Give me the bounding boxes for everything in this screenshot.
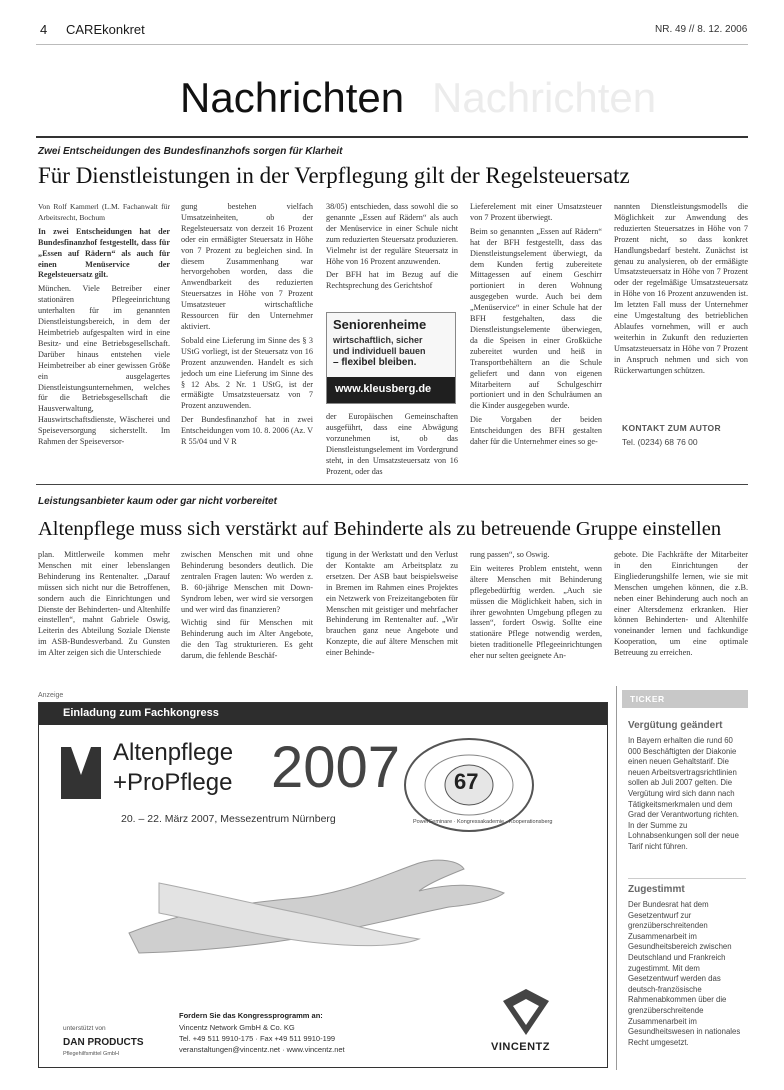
ticker-body-2: Der Bundesrat hat dem Gesetzentwurf zur grenzüberschreitenden Zusammenarbeit im Gesundheitsbereich zwischen Deutschland und Frankreich zugestimmt. Mit dem Gesetzentwurf werden das deutsch-französische Rahmenabkommen über die grenzüberschreitende Zusammenarbeit im Gesundheitswesen in nationales Recht umgesetzt.	[628, 900, 741, 1047]
advert-banner-text: Einladung zum Fachkongress	[63, 707, 219, 719]
advert-sponsor: DAN PRODUCTS	[63, 1037, 144, 1048]
advert-year: 2007	[271, 735, 401, 800]
article2-headline: Altenpflege muss sich verstärkt auf Behinderte als zu betreuende Gruppe einstellen	[38, 518, 722, 540]
article2-kicker: Leistungsanbieter kaum oder gar nicht vorbereitet	[38, 496, 277, 507]
ad-line-4: – flexibel bleiben.	[333, 357, 417, 368]
vincentz-logo-icon	[501, 987, 551, 1037]
publication-name: CAREkonkret	[66, 22, 145, 37]
advert-brand: VINCENTZ	[491, 1041, 550, 1053]
article-divider	[36, 484, 748, 485]
article2-column-4: rung passen“, so Oswig. Ein weiteres Problem entsteht, wenn ältere Menschen mit Behinderung pflegebedürftig werden. „Auch sie müssen die Möglichkeit haben, sich in ihrer gewohnten Umgebung pflegen zu lassen“, fordert Oswig. Sollte eine stationäre Pflege notwendig werden, bieten traditionelle Pflegeeinrichtungen eher nur selten geeignete An-	[470, 550, 602, 661]
article1-column-4: Lieferelement mit einer Umsatzsteuer von 7 Prozent überwiegt. Beim so genannten „Essen auf Rädern“ hat der BFH festgestellt, dass das Dienstleistungselement überwiegt, da dem Kunden fertig zubereitete Mittagessen auf einem Geschirr portioniert in deren Wohnung ausgegeben wurde. Auch bei dem „Menüservice“ in einer Schule hat der BFH festgehalten, dass die Dienstleistungselemente überwiegen, da die Speisen in einer Großküche zubereitet wurden und heiß in Transportbehältern an die Schule geliefert und dann von eigenen Mitarbeitern auf Schulgeschirr portioniert und in den Schulräumen an die Kinder ausgegeben wurde. Die Vorgaben der beiden Entscheidungen des BFH gestalten daher für die Unternehmer eines so ge-	[470, 202, 602, 447]
article1-column-1: Von Rolf Kammerl (L.M. Fachanwalt für Arbeitsrecht, Bochum In zwei Entscheidungen hat der Bundesfinanzhof festgestellt, dass für „Essen auf Rädern“ als auch für einen Menüservice der Regelsteuersatz gilt. München. Viele Betreiber einer stationären Pflegeeinrichtung unterhalten für im genannten Dienstleistungsbereich, in dem der Heimbetrieb aufgespalten wird in eine Besitz- und eine Betriebsgesellschaft. Darüber hinaus entstehen viele Heimbetreiber ab einer gewissen Größe ein ausgelagertes Dienstleistungsunternehmen, welches für die Betriebsgesellschaft die Hausverwaltung, Hauswirtschaftsdienste, Wäscherei und Speiseversorgung sicherstellt. Im Rahmen der Speiseversor-	[38, 202, 170, 447]
congress-advert[interactable]	[38, 702, 608, 1068]
section-title-ghost: Nachrichten	[432, 74, 657, 121]
article2-column-2: zwischen Menschen mit und ohne Behinderung besonders deutlich. Die zentralen Fragen lauten: Wo werden z. B. 60-jährige Menschen mit Down-Syndrom leben, wer wird sie versorgen und wer wird das finanzieren? Wichtig sind für Menschen mit Behinderung auch im Alter Angebote, die den Tag strukturieren. Es geht darum, die fehlende Beschäf-	[181, 550, 313, 661]
article1-column-2: gung bestehen vielfach Umsatzeinheiten, ob der Regelsteuersatz von derzeit 16 Prozent oder ein ermäßigter Steuersatz in Höhe von 7 Prozent zu begleichen sind. In diesem Zusammenhang war hervorgehoben worden, dass die Anwendbarkeit des reduzierten Steuersatzes in Höhe von 7 Prozent Umsatzsteuer wirtschaftliche Ressourcen für den Unternehmer aktiviert. Sobald eine Lieferung im Sinne des § 3 UStG vorliegt, ist der Steuersatz von 16 Prozent anzuwenden. Handelt es sich jedoch um eine Lieferung im Sinne des § 12 Abs. 2 Nr. 1 UStG, ist der ermäßigte Umsatzsteuersatz von 7 Prozent anzuwenden. Der Bundesfinanzhof hat in zwei Entscheidungen vom 10. 8. 2006 (Az. V R 55/04 und V R	[181, 202, 313, 447]
page-number: 4	[40, 22, 48, 37]
hands-illustration-icon	[119, 843, 519, 963]
ad-line-1: Seniorenheime	[333, 317, 427, 332]
contact-author-label: KONTAKT ZUM AUTOR	[622, 423, 721, 433]
seal-ring-text: PowerSeminare · Kongressakademie · Kooperationsberg	[413, 819, 553, 825]
ad-url-bar	[327, 377, 455, 403]
header-rule	[36, 44, 748, 45]
ticker-separator	[628, 878, 746, 879]
advert-date-line: 20. – 22. März 2007, Messezentrum Nürnberg	[121, 813, 336, 825]
ticker-tag-text: TICKER	[630, 694, 665, 704]
advert-company: Vincentz Network GmbH & Co. KG	[179, 1023, 295, 1032]
section-title: Nachrichten	[180, 74, 405, 121]
ticker-tag	[622, 690, 748, 708]
advert-label: Anzeige	[38, 692, 64, 699]
article1-headline: Für Dienstleistungen in der Verpflegung gilt der Regelsteuersatz	[38, 163, 630, 188]
ad-url[interactable]: www.kleusberg.de	[335, 383, 432, 395]
kleusberg-ad[interactable]	[326, 312, 456, 404]
ticker-headline-2: Zugestimmt	[628, 884, 685, 895]
article1-column-3-top: 38/05) entschieden, dass sowohl die so genannte „Essen auf Rädern“ als auch der Menüservice in einer Schule nicht zum reduzierten Steuersatz produzieren. Vielmehr ist der reguläre Steuersatz in Höhe von 16 Prozent anzuwenden. Der BFH hat im Bezug auf die Rechtsprechung des Gerichtshof	[326, 202, 458, 291]
article1-kicker: Zwei Entscheidungen des Bundesfinanzhofs sorgen für Klarheit	[38, 146, 343, 157]
advert-title-line2: +ProPflege	[113, 769, 233, 796]
section-rule	[36, 136, 748, 138]
advert-email[interactable]: veranstaltungen@vincentz.net · www.vincentz.net	[179, 1045, 345, 1054]
article2-column-3: tigung in der Werkstatt und den Verlust der Kontakte am Arbeitsplatz zu ersetzen. Der ASB baut beispielsweise in Bremen im Rahmen eines Projektes ein Netzwerk von Freizeitangeboten für Menschen mit geistiger und mehrfacher Behinderung im Rentenalter auf. „Wir brauchen ganz neue Angebote und Konzepte, die auf ältere Menschen mit einer Behinde-	[326, 550, 458, 658]
ad-line-2: wirtschaftlich, sicher	[333, 335, 423, 345]
ticker-headline-1: Vergütung geändert	[628, 720, 723, 731]
article2-column-1: plan. Mittlerweile kommen mehr Menschen mit einer lebenslangen Behinderung ins Rentenalter. „Darauf müssen sich nicht nur die Betroffenen, sondern auch die Einrichtungen und Dienste der Behinderten- und Altenhilfe einstellen“, mahnt Gabriele Oswig, Leiterin des Abteilung Soziale Dienste im ASB-Bundesverband. Zu Gunsten im Alter zeigen sich die Unterschiede	[38, 550, 170, 658]
article2-column-5: gebote. Die Fachkräfte der Mitarbeiter in den Einrichtungen der Eingliederungshilfe lernen, wie sie mit Menschen umgehen können, die z.B. neben einer Behinderung auch noch an einer Altersdemenz erkranken. Hier können Behinderten- und Altenhilfe voneinander lernen und fachkundige Kooperation, um eine optimale Betreuung zu erreichen.	[614, 550, 748, 658]
article1-column-3-bottom: der Europäischen Gemeinschaften ausgeführt, dass eine Abwägung vorzunehmen ist, ob das Dienstleistungselement im Vordergrund steht, in den Umsatzsteuersatz von 16 Prozent, oder das	[326, 412, 458, 476]
powerseminare-seal	[401, 735, 553, 835]
advert-sponsor-sub: Pflegehilfsmittel GmbH	[63, 1051, 119, 1057]
contact-author-phone: Tel. (0234) 68 76 00	[622, 437, 698, 447]
sidebar-divider	[616, 686, 617, 1070]
seal-number: 67	[454, 769, 479, 794]
article1-column-5: nannten Dienstleistungsmodells die Möglichkeit zur Anwendung des reduzierten Steuersatzes in Höhe von 7 Prozent nicht, so dass konkret Handlungsbedarf besteht. Zunächst ist genau zu analysieren, ob der ermäßigte Umsatzsteuersatz in Höhe von 7 Prozent oder der regelmäßige Umsatzsteuersatz in Höhe von 16 Prozent anzuwenden ist. Im letzten Fall muss der Unternehmer eine Umgestaltung des betrieblichen Ablaufes vornehmen, will er auch weiterhin in Zukunft den reduzierten Umsatzsteuersatz in Höhe von 7 Prozent in Anspruch nehmen und sich von Rückerwartungen schützen.	[614, 202, 748, 375]
advert-banner	[39, 703, 607, 725]
advert-request: Fordern Sie das Kongressprogramm an:	[179, 1011, 323, 1020]
congress-logo-icon	[59, 745, 103, 801]
issue-date: NR. 49 // 8. 12. 2006	[655, 24, 748, 35]
ad-line-3: und individuell bauen	[333, 346, 426, 356]
ticker-body-1: In Bayern erhalten die rund 60 000 Beschäftigten der Diakonie einen neuen Gehaltstarif. Die neuen Arbeitsvertragsrichtlinien sollen ab Juli 2007 gelten. Die Vergütung wird sich dann nach Tätigkeitsmerkmalen und dem Grad der Verantwortung richten. In der Summe zu Lohnabsenkungen soll der neue Tarif nicht führen.	[628, 736, 739, 851]
advert-title-line1: Altenpflege	[113, 739, 234, 766]
advert-phone: Tel. +49 511 9910-175 · Fax +49 511 9910-199	[179, 1034, 336, 1043]
advert-sponsor-label: unterstützt von	[63, 1025, 106, 1032]
